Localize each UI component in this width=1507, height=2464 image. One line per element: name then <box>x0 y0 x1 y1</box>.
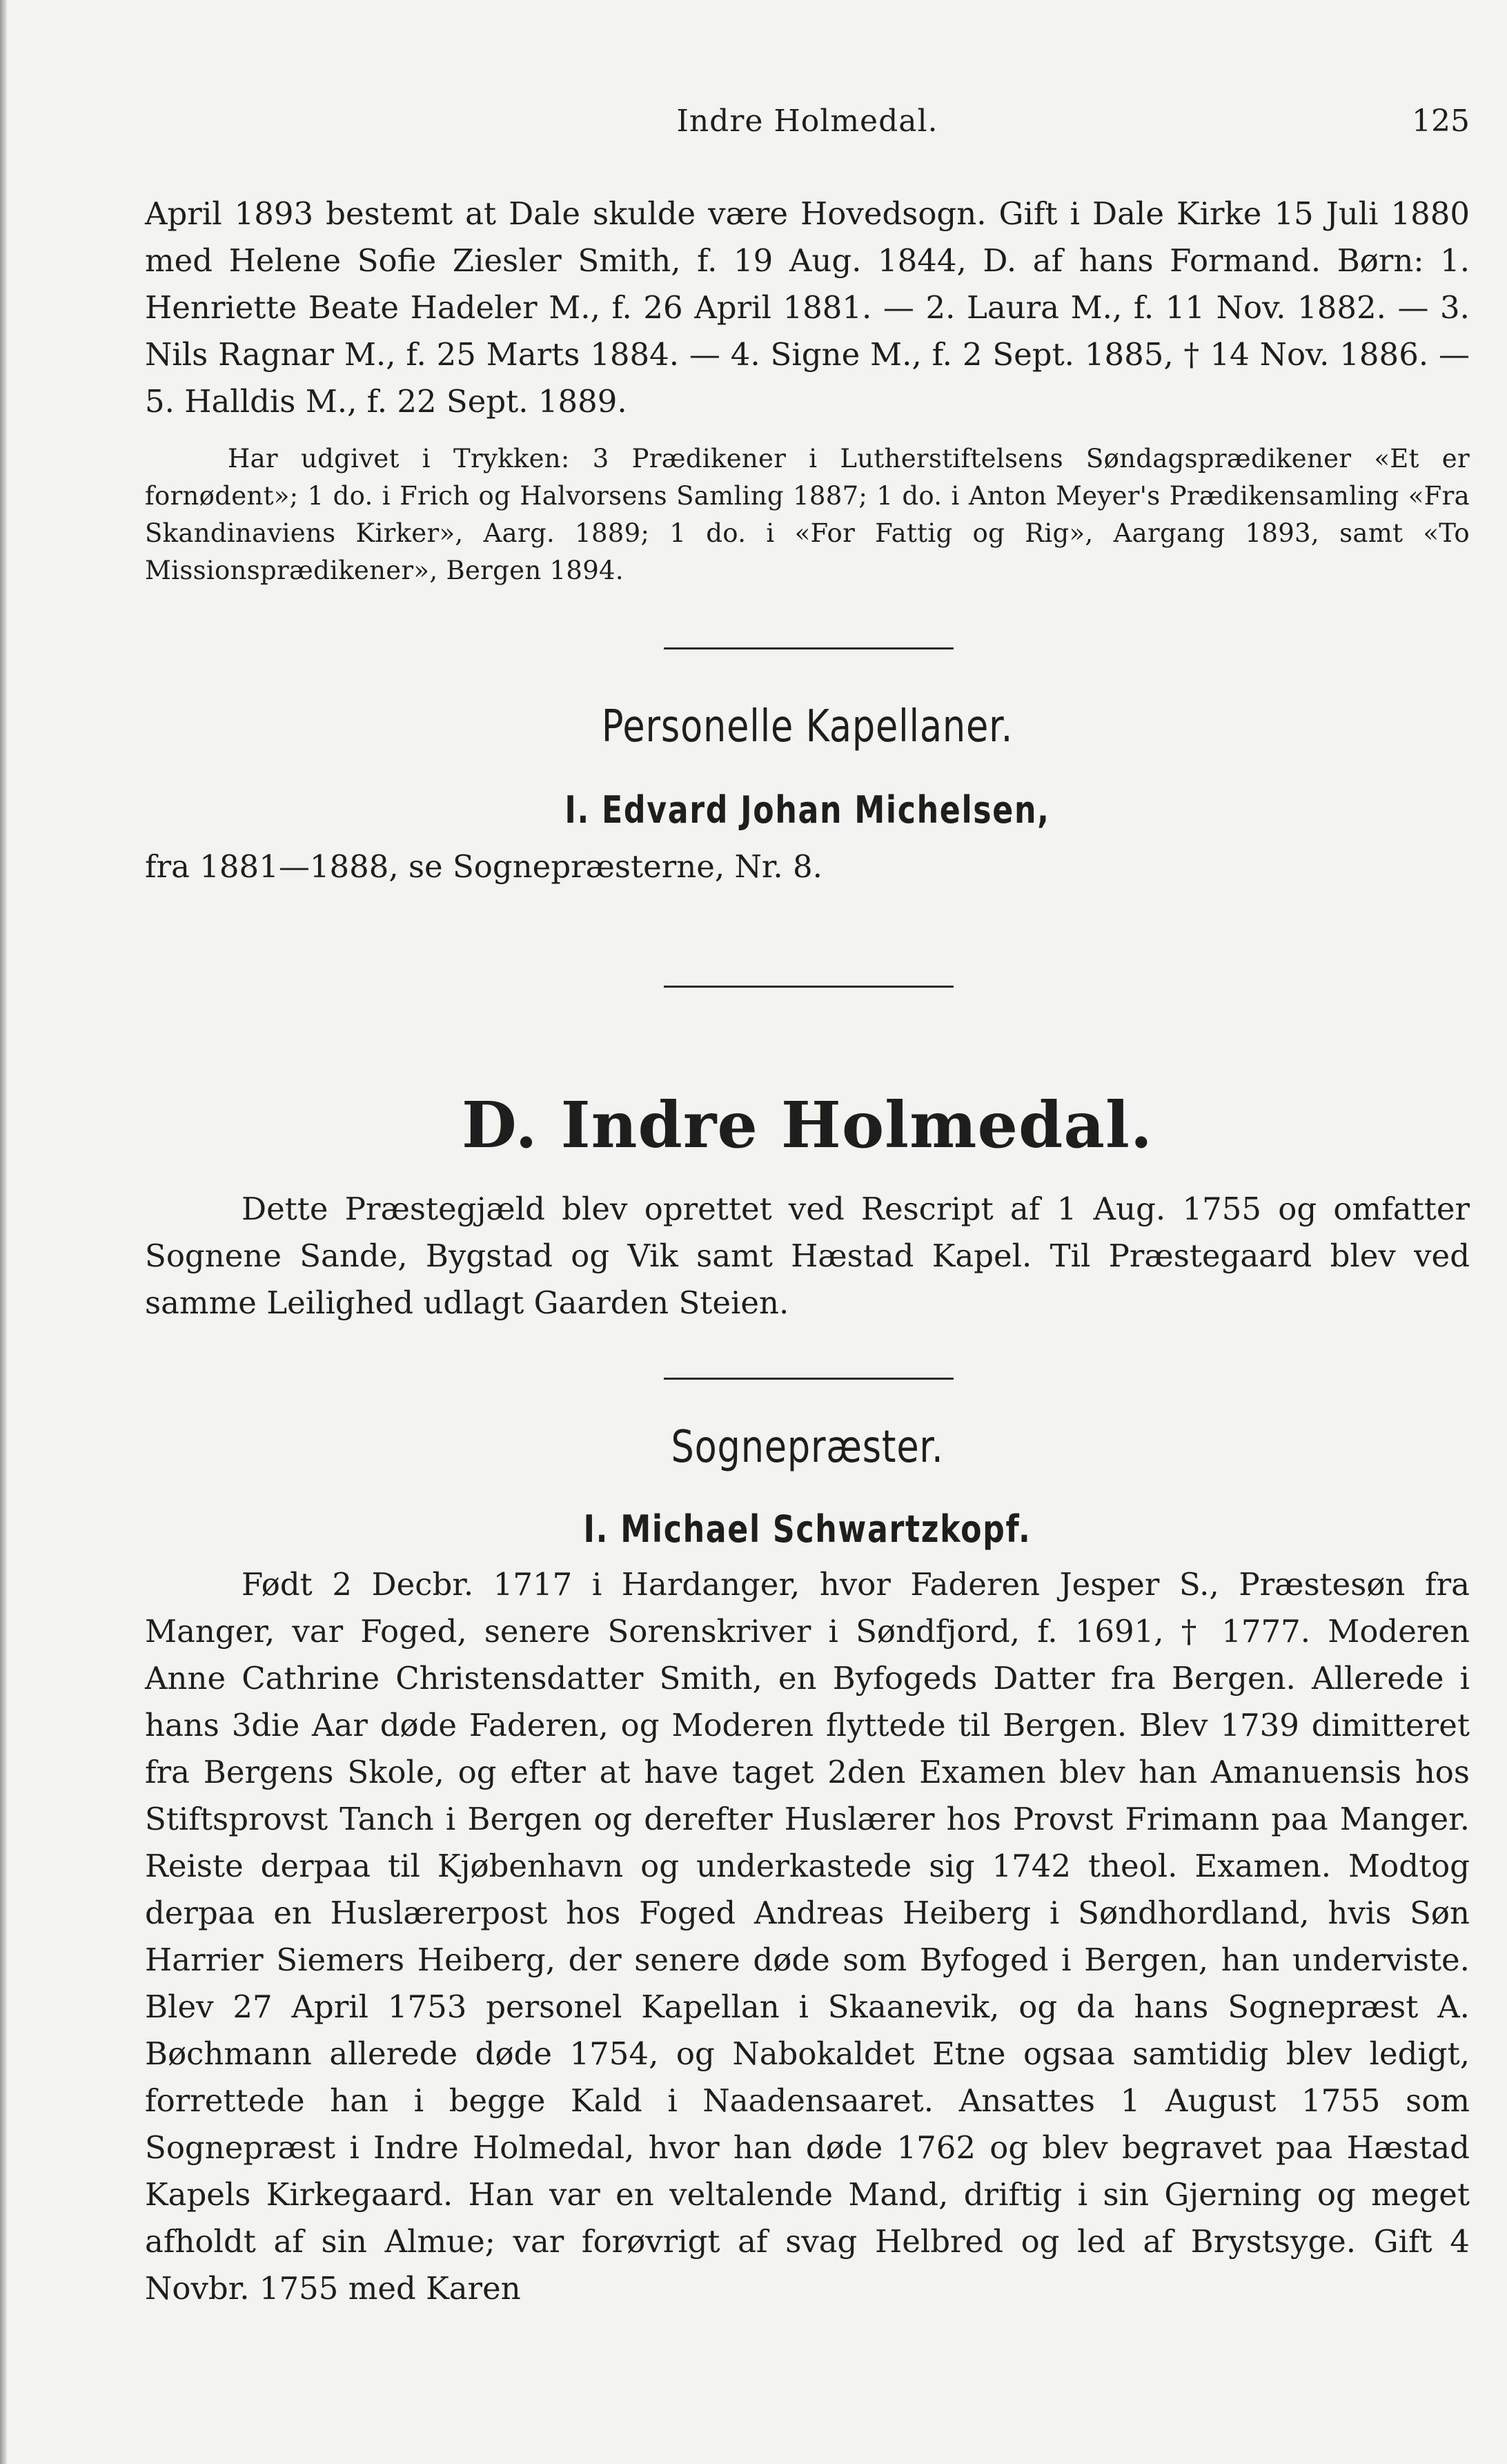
running-head <box>145 104 1470 152</box>
running-title: Indre Holmedal. <box>676 104 938 139</box>
publications-paragraph: Har udgivet i Trykken: 3 Prædikener i Lutherstiftelsens Søndagsprædikener «Et er fornødent»; 1 do. i Frich og Halvorsens Samling 1887; 1 do. i Anton Meyer's Prædikensamling «Fra Skandinaviens Kirker», Aarg. 1889; 1 do. i «For Fattig og Rig», Aargang 1893, samt «To Missionsprædikener», Bergen 1894. <box>145 444 1470 585</box>
kapellan-text: fra 1881—1888, se Sognepræsterne, Nr. 8. <box>145 848 823 885</box>
publications-section <box>145 440 1470 589</box>
sognepraest-entry <box>145 1561 1470 2312</box>
sognepraest-person-heading: I. Michael Schwartzkopf. <box>583 1507 1032 1551</box>
kapellan-person-heading: I. Edvard Johan Michelsen, <box>564 788 1050 832</box>
page-spine-shadow <box>0 0 7 2464</box>
section-d-intro <box>145 1186 1470 1327</box>
section-divider <box>664 1378 954 1380</box>
section-divider <box>664 647 954 649</box>
section-d-heading: D. Indre Holmedal. <box>462 1088 1153 1162</box>
section-d-paragraph: Dette Præstegjæld blev oprettet ved Rescript af 1 Aug. 1755 og omfatter Sognene Sande, Bygstad og Vik samt Hæstad Kapel. Til Præstegaard blev ved samme Leilighed udlagt Gaarden Steien. <box>145 1191 1470 1321</box>
kapellan-entry <box>145 843 1470 890</box>
sognepraester-heading: Sognepræster. <box>671 1422 944 1473</box>
page-number: 125 <box>1412 104 1470 139</box>
sognepraest-paragraph: Født 2 Decbr. 1717 i Hardanger, hvor Faderen Jesper S., Præstesøn fra Manger, var Foged, senere Sorenskriver i Søndfjord, f. 1691, † 1777. Moderen Anne Cathrine Christensdatter Smith, en Byfogeds Datter fra Bergen. Allerede i hans 3die Aar døde Faderen, og Moderen flyttede til Bergen. Blev 1739 dimitteret fra Bergens Skole, og efter at have taget 2den Examen blev han Amanuensis hos Stiftsprovst Tanch i Bergen og derefter Huslærer hos Provst Frimann paa Manger. Reiste derpaa til Kjøbenhavn og underkastede sig 1742 theol. Examen. Modtog derpaa en Huslærerpost hos Foged Andreas Heiberg i Søndhordland, hvis Søn Harrier Siemers Heiberg, der senere døde som Byfoged i Bergen, han underviste. Blev 27 April 1753 personel Kapellan i Skaanevik, og da hans Sognepræst A. Bøchmann allerede døde 1754, og Nabokaldet Etne ogsaa samtidig blev ledigt, forrettede han i begge Kald i Naadensaaret. Ansattes 1 August 1755 som Sognepræst i Indre Holmedal, hvor han døde 1762 og blev begravet paa Hæstad Kapels Kirkegaard. Han var en veltalende Mand, driftig i sin Gjerning og meget afholdt af sin Almue; var forøvrigt af svag Helbred og led af Brystsyge. Gift 4 Novbr. 1755 med Karen <box>145 1566 1470 2307</box>
section-divider <box>664 986 954 988</box>
intro-section <box>145 190 1470 425</box>
intro-paragraph: April 1893 bestemt at Dale skulde være Hovedsogn. Gift i Dale Kirke 15 Juli 1880 med Helene Sofie Ziesler Smith, f. 19 Aug. 1844, D. af hans Formand. Børn: 1. Henriette Beate Hadeler M., f. 26 April 1881. — 2. Laura M., f. 11 Nov. 1882. — 3. Nils Ragnar M., f. 25 Marts 1884. — 4. Signe M., f. 2 Sept. 1885, † 14 Nov. 1886. — 5. Halldis M., f. 22 Sept. 1889. <box>145 195 1470 420</box>
kapellaner-heading: Personelle Kapellaner. <box>601 701 1014 752</box>
